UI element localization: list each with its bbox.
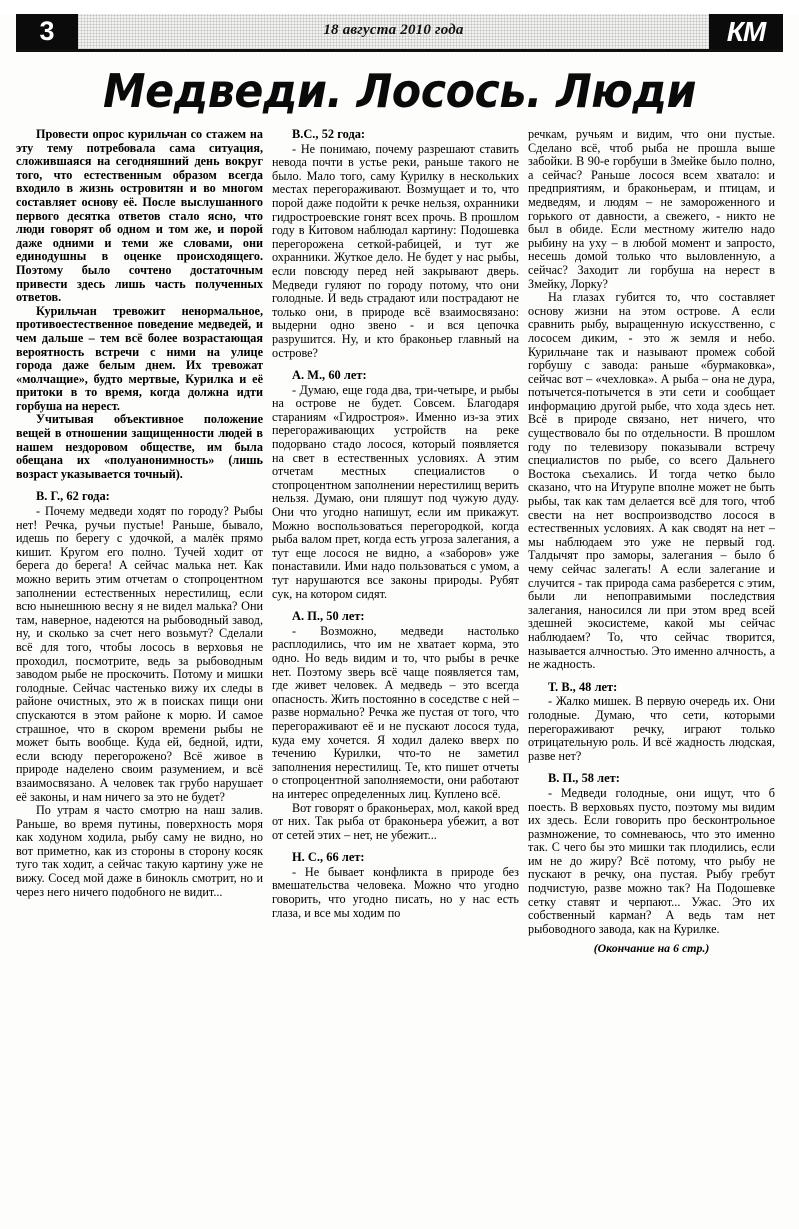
text-column-3 xyxy=(528,128,775,1213)
article-headline: Медведи. Лосось. Люди xyxy=(102,64,696,118)
speaker-label: В. П., 58 лет: xyxy=(548,771,620,786)
body-paragraph: - Думаю, еще года два, три-четыре, и рыбы на острове не будет. Совсем. Благодаря стараниям «Гидростроя». Именно из-за этих перегораживающих устройств на реке подорвано стадо лосося, который появляется на свет в естественных условиях. А этим отчетам местных специалистов о стопроцентном заполнении нерестилищ верить нельзя. Думаю, они пляшут под чужую дуду. Они что угодно напишут, если им прикажут. Можно воспользоваться перегородкой, когда рыба валом прет, когда есть угроза залегания, а тут еще лосося не видно, а «заборов» уже понаставили. Ими надо пользоваться с умом, а тут нарушаются все законы природы. Рубят сук, на котором сидят. xyxy=(272,382,519,601)
text-column-2 xyxy=(272,128,519,1213)
lead-paragraph: Учитывая объективное положение вещей в отношении защищенности людей в нашем нездоровом обществе, им была обещана их «полуанонимность» (лишь возраст указывается точный). xyxy=(16,412,263,481)
body-paragraph: - Медведи голодные, они ищут, что б поесть. В верховьях пусто, поэтому мы видим их здесь. Если говорить про бесконтрольное размножение, то сомневаюсь, что это именно так. С чего бы это мишки так плодились, если им не до жиру? Всё потому, что рыбу не пускают в речку, она пустая. Рыбу гребут подчистую, разве можно так? На Подошевке сетку ставят и черпают... Ужас. Это их собственный карман? А ведь там нет рыбоводного завода, как на Курилке. xyxy=(528,785,775,936)
body-paragraph: речкам, ручьям и видим, что они пустые. Сделано всё, чтоб рыба не прошла выше забойки. В 90-е горбуши в Змейке было полно, а сейчас? Раньше лосося всем хватало: и предприятиям, и браконьерам, и птицам, и медведям, и людям – не замороженного и горького от давности, а свежего, - никто не был в обиде. Если местному жителю надо рыбину на уху – в любой момент и запросто, несешь домой только что выловленную, а сейчас? Заходит ли горбуша на нерест в Змейку, Лорку? xyxy=(528,127,775,291)
body-paragraph: - Жалко мишек. В первую очередь их. Они голодные. Думаю, что сети, которыми перегораживают речку, играют только отрицательную роль. И всё жадность людская, разве нет? xyxy=(528,694,775,763)
lead-paragraph: Провести опрос курильчан со стажем на эту тему потребовала сама ситуация, сложившаяся на сегодняшний день вокруг того, что естественным образом всегда входило в жизнь островитян и во многом составляет основу её. После выслушанного первого десятка ответов стало ясно, что люди говорят об одном и том же, и порой даже одними и теми же словами, они единодушны в оценке происходящего. Поэтому было сочтено достаточным привести здесь лишь часть полученных ответов. xyxy=(16,127,263,305)
page-number: 3 xyxy=(16,14,78,52)
speaker-label: Н. С., 66 лет: xyxy=(292,850,365,865)
article-columns xyxy=(16,128,783,1213)
masthead-band xyxy=(78,14,709,52)
newspaper-page xyxy=(0,14,799,1229)
body-paragraph: На глазах губится то, что составляет основу жизни на этом острове. А если сравнить рыбу, выращенную искусственно, с лососем диким, - это ж земля и небо. Курильчане так и называют промеж собой горбушу с завода: раньше «бурмаковка», сейчас вот – «чехловка». А рыба – она не дура, потычется-потычется в эти сети и сообщает информацию другой рыбе, что хода здесь нет. Всё в природе связано, нет ничего, что существовало бы по отдельности. В прошлом году по телевизору показывали встречу специалистов по рыбе, со всего Дальнего Востока съехались. И тогда четко было сказано, что на Итурупе вполне может не быть рыбы, так как там делается всё для того, чтоб свести на нет воспроизводство лосося в естественных условиях. А как сводят на нет – мы наблюдаем это уже не первый год. Талдычят про заморы, залегания – было б чему сейчас залегать! А если залегание и случится - так природа сама разберется с этим, были ли непоправимыми последствия залегания, наносился ли при этом вред всей здешней экосистеме, какой мы сейчас наблюдаем? То, что сейчас творится, называется алчностью. Это именно алчность, а не жадность. xyxy=(528,290,775,672)
continuation-note: (Окончание на 6 стр.) xyxy=(593,941,710,956)
body-paragraph: Вот говорят о браконьерах, мол, какой вред от них. Так рыба от браконьера убежит, а вот от сетей этих – нет, не убежит... xyxy=(272,800,519,842)
text-column-1 xyxy=(16,128,263,1213)
speaker-label: А. М., 60 лет: xyxy=(292,368,367,383)
headline-container xyxy=(0,64,799,118)
lead-paragraph: Курильчан тревожит ненормальное, противоестественное поведение медведей, и чем дальше – тем всё более возрастающая вероятность встречи с ними на улице города даже белым днем. Их тревожат «молчащие», будто мертвые, Курилка и её притоки в то время, когда должна идти горбуша на нерест. xyxy=(16,303,263,413)
issue-date: 18 августа 2010 года xyxy=(323,22,464,38)
publication-logo: КМ xyxy=(709,14,783,52)
speaker-label: Т. В., 48 лет: xyxy=(548,679,618,694)
body-paragraph: По утрам я часто смотрю на наш залив. Раньше, во время путины, поверхность моря как ходуном ходила, рыбу саму не видно, но вот приметно, как из стороны в сторону косяк туго так ходит, а сейчас такую картину уже не вижу. Сосед мой даже в бинокль смотрит, но и через него ничего подобного не видит... xyxy=(16,803,263,899)
body-paragraph: - Не бывает конфликта в природе без вмешательства человека. Можно что угодно говорить, что угодно писать, но у нас есть глаза, и все мы ходим по xyxy=(272,864,519,920)
body-paragraph: - Почему медведи ходят по городу? Рыбы нет! Речка, ручьи пустые! Раньше, бывало, идешь по берегу с удочкой, а малёк прямо кишит. Кругом его полно. Тучей ходит от берега до берега! А сейчас малька нет. Как можно верить этим отчетам о стопроцентном заполнении естественных нерестилищ, если всю нынешнюю весну я не видел малька? Они там, наверное, надеются на рыбоводный завод, ну, и сколько за счет него возьмут? Сделали всё для того, чтобы лосось в верховья не проходил, посмотрите, ведь за рыбоводным заводом рыбе не проскочить. Потому и мишки голодные. Сейчас частенько вижу их следы в районе очистных, это ж в поисках пищи они спускаются в этом районе к морю. И самое страшное, что в скором времени рыбы не может быть вообще. Куда ей, бедной, идти, если всюду перегорожено? Всё живое в природе наделено своим разумением, и всё взаимосвязано. А человек так грубо нарушает её законы, и нам ничего за это не будет? xyxy=(16,504,263,804)
speaker-label: А. П., 50 лет: xyxy=(292,609,365,624)
speaker-label: В. Г., 62 года: xyxy=(36,489,110,504)
body-paragraph: - Возможно, медведи настолько расплодились, что им не хватает корма, это одно. Но ведь видим и то, что рыбы в речке нет. Поэтому зверь всё чаще появляется там, где живет человек. А медведь – это всегда опасность. Жить постоянно в соседстве с ней – разве нормально? Речка же пустая от того, что перегораживают её и не пускают лосося туда, куда ему хочется. Я ходил далеко вверх по течению Курилки, что-то не заметил заполнения нерестилищ. Те, кто пишет отчеты о стопроцентной заполняемости, они работают на интерес определенных лиц. Куплено всё. xyxy=(272,623,519,801)
body-paragraph: - Не понимаю, почему разрешают ставить невода почти в устье реки, раньше такого не было. Мало того, саму Курилку в нескольких местах перегораживают. Возмущает и то, что порой даже подойти к речке нельзя, охранники гидростроевские гонят всех прочь. В прошлом году в Китовом наблюдал картину: Подошевка перегорожена сеткой-рабицей, и тут же охранники. Жуткое дело. Не будет у нас рыбы, если повсюду перед ней закрывают дверь. Медведи гуляют по городу потому, что они голодные. И ведь страдают или пострадают не только они, в природе всё взаимосвязано: выдерни одно звено - и вся цепочка разрушится. Ну, и кто браконьер главный на острове? xyxy=(272,141,519,360)
masthead xyxy=(16,14,783,52)
speaker-label: В.С., 52 года: xyxy=(292,127,366,141)
